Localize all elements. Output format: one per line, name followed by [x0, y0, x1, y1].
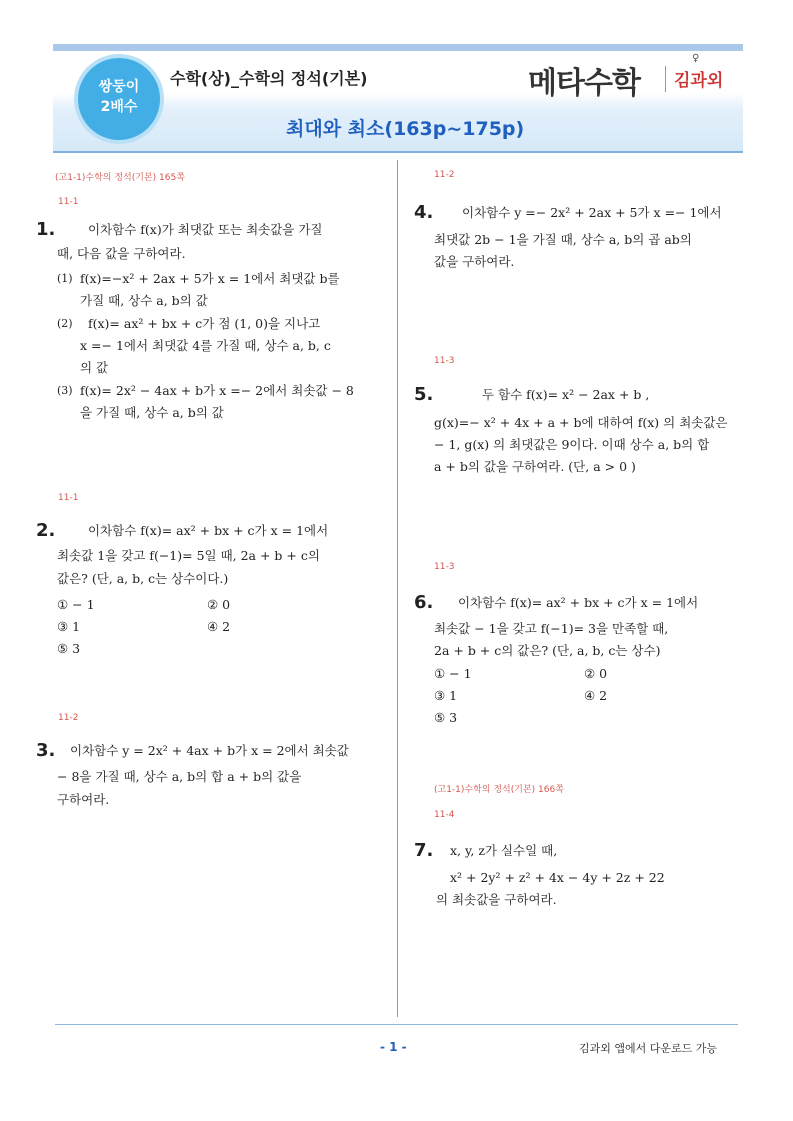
- problem-text-line: − 1, g(x) 의 최댓값은 9이다. 이때 상수 a, b의 합: [434, 437, 710, 452]
- problem-number: 5.: [414, 384, 434, 405]
- problem-code: 11-3: [434, 356, 455, 366]
- badge-line1: 쌍둥이: [98, 79, 140, 95]
- problem-number: 2.: [36, 520, 56, 541]
- sub-label: (1): [57, 272, 73, 285]
- problem-code: 11-4: [434, 810, 455, 820]
- problem-text-line: 두 함수 f(x)= x² − 2ax + b ,: [482, 387, 650, 402]
- footer-line: [55, 1024, 738, 1025]
- page-title: 최대와 최소(163p~175p): [286, 118, 525, 140]
- answer-option: ② 0: [584, 666, 608, 681]
- problem-text-line: 값을 구하여라.: [434, 254, 515, 269]
- header-top-bar: [53, 44, 743, 51]
- answer-option: ⑤ 3: [434, 710, 458, 725]
- problem-text-line: 이차함수 f(x)= ax² + bx + c가 x = 1에서: [88, 523, 329, 538]
- problem-text-line: − 8을 가질 때, 상수 a, b의 합 a + b의 값을: [57, 769, 302, 784]
- answer-option: ③ 1: [434, 688, 458, 703]
- problem-text-line: 이차함수 f(x)가 최댓값 또는 최솟값을 가질: [88, 222, 323, 237]
- sub-text-line: 의 값: [80, 360, 109, 375]
- person-icon: ♀: [692, 53, 700, 64]
- sub-text-line: f(x)=−x² + 2ax + 5가 x = 1에서 최댓값 b를: [80, 271, 340, 286]
- problem-text-line: x² + 2y² + z² + 4x − 4y + 2z + 22: [450, 870, 665, 885]
- problem-number: 4.: [414, 202, 434, 223]
- problem-number: 7.: [414, 840, 434, 861]
- sub-text-line: 가질 때, 상수 a, b의 값: [80, 293, 208, 308]
- source-ref: (고1-1)수학의 정석(기본) 166쪽: [434, 785, 564, 795]
- logo-separator: [665, 66, 666, 92]
- sub-text-line: f(x)= 2x² − 4ax + b가 x =− 2에서 최솟값 − 8: [80, 383, 354, 398]
- problem-number: 1.: [36, 219, 56, 240]
- problem-text-line: 이차함수 y =− 2x² + 2ax + 5가 x =− 1에서: [462, 205, 722, 220]
- problem-text-line: 최솟값 1을 갖고 f(−1)= 5일 때, 2a + b + c의: [57, 548, 320, 563]
- brand-logo: 메타수학: [528, 66, 640, 101]
- answer-option: ③ 1: [57, 619, 81, 634]
- answer-option: ④ 2: [584, 688, 608, 703]
- answer-option: ① − 1: [57, 597, 95, 612]
- problem-text-line: x, y, z가 실수일 때,: [450, 843, 558, 858]
- answer-option: ④ 2: [207, 619, 231, 634]
- problem-text-line: g(x)=− x² + 4x + a + b에 대하여 f(x) 의 최솟값은: [434, 415, 728, 430]
- problem-text-line: a + b의 값을 구하여라. (단, a > 0 ): [434, 459, 636, 474]
- problem-code: 11-1: [58, 493, 79, 503]
- problem-code: 11-3: [434, 562, 455, 572]
- problem-text-line: 값은? (단, a, b, c는 상수이다.): [57, 571, 229, 586]
- sub-text-line: 을 가질 때, 상수 a, b의 값: [80, 405, 224, 420]
- answer-option: ① − 1: [434, 666, 472, 681]
- problem-text-line: 이차함수 y = 2x² + 4ax + b가 x = 2에서 최솟값: [70, 743, 349, 758]
- problem-text-line: 최솟값 − 1을 갖고 f(−1)= 3을 만족할 때,: [434, 621, 669, 636]
- badge-line2: 2배수: [100, 99, 138, 115]
- problem-text-line: 이차함수 f(x)= ax² + bx + c가 x = 1에서: [458, 595, 699, 610]
- footer-note: 김과외 앱에서 다운로드 가능: [579, 1042, 718, 1055]
- brand-logo-sub: 김과외: [674, 71, 724, 91]
- problem-text-line: 때, 다음 값을 구하여라.: [57, 246, 186, 261]
- sub-label: (2): [57, 317, 73, 330]
- column-divider: [397, 160, 398, 1017]
- subject-title: 수학(상)_수학의 정석(기본): [170, 69, 368, 88]
- twin-badge: [78, 58, 160, 140]
- source-ref: (고1-1)수학의 정석(기본) 165쪽: [55, 173, 185, 183]
- problem-number: 6.: [414, 592, 434, 613]
- problem-code: 11-2: [434, 170, 455, 180]
- problem-text-line: 구하여라.: [57, 792, 110, 807]
- page-number: - 1 -: [380, 1040, 407, 1054]
- answer-option: ⑤ 3: [57, 641, 81, 656]
- problem-text-line: 2a + b + c의 값은? (단, a, b, c는 상수): [434, 643, 661, 658]
- problem-code: 11-2: [58, 713, 79, 723]
- sub-text-line: f(x)= ax² + bx + c가 점 (1, 0)을 지나고: [88, 316, 321, 331]
- problem-text-line: 최댓값 2b − 1을 가질 때, 상수 a, b의 곱 ab의: [434, 232, 692, 247]
- sub-text-line: x =− 1에서 최댓값 4를 가질 때, 상수 a, b, c: [80, 338, 331, 353]
- problem-code: 11-1: [58, 197, 79, 207]
- sub-label: (3): [57, 384, 73, 397]
- problem-text-line: 의 최솟값을 구하여라.: [436, 892, 557, 907]
- answer-option: ② 0: [207, 597, 231, 612]
- problem-number: 3.: [36, 740, 56, 761]
